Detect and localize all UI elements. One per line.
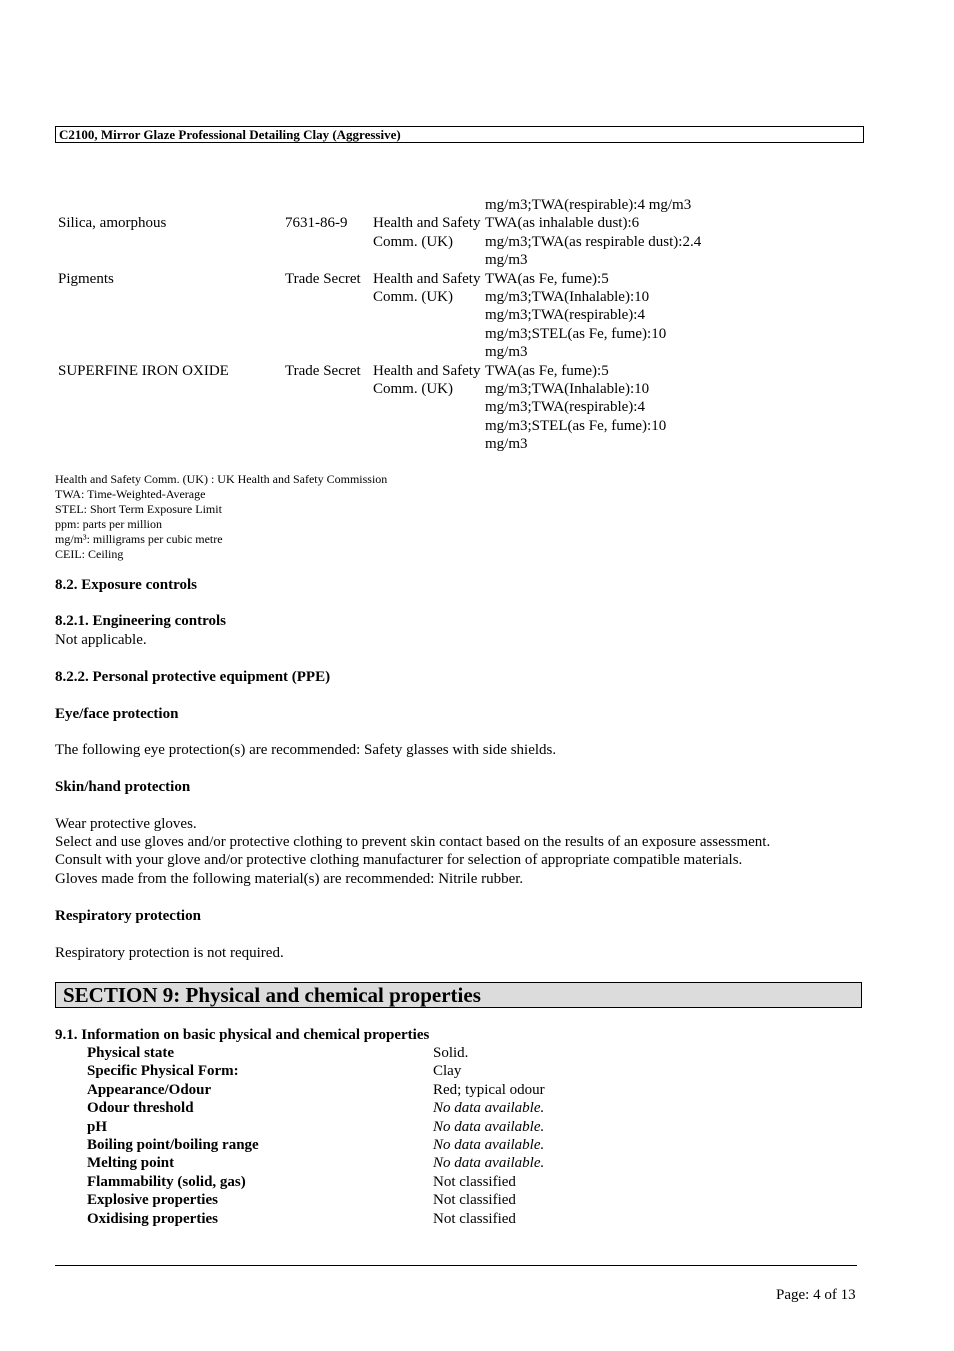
page-number: Page: 4 of 13: [776, 1287, 856, 1303]
footer-divider: [55, 1265, 857, 1266]
property-value: No data available.: [433, 1100, 545, 1117]
property-label: Physical state: [87, 1045, 175, 1061]
skin-protection-line: Gloves made from the following material(s) are recommended: Nitrile rubber.: [55, 871, 524, 887]
property-value: Not classified: [433, 1210, 516, 1227]
abbreviation-item: STEL: Short Term Exposure Limit: [55, 501, 222, 516]
agency-cell: Health and Safety Comm. (UK): [373, 270, 481, 306]
properties-list: [87, 1044, 587, 1228]
property-row: [87, 1118, 587, 1136]
limit-cell: TWA(as inhalable dust):6 mg/m3;TWA(as respirable dust):2.4 mg/m3: [485, 215, 702, 269]
property-label: Specific Physical Form:: [87, 1063, 239, 1080]
cas-cell: Trade Secret: [285, 362, 361, 379]
limit-cell: TWA(as Fe, fume):5 mg/m3;TWA(Inhalable):10 mg/m3;TWA(respirable):4 mg/m3;STEL(as Fe, fume):10 mg/m3: [485, 362, 667, 453]
table-row: [58, 362, 738, 454]
skin-protection-line: Consult with your glove and/or protective clothing manufacturer for selection of appropriate compatible materials.: [55, 852, 743, 868]
property-row: [87, 1099, 587, 1117]
limit-cell: mg/m3;TWA(respirable):4 mg/m3: [485, 197, 692, 213]
property-value: No data available.: [433, 1118, 545, 1135]
exposure-controls-heading: 8.2. Exposure controls: [55, 577, 197, 593]
property-value: Not classified: [433, 1173, 516, 1190]
eye-protection-text: The following eye protection(s) are recommended: Safety glasses with side shields.: [55, 742, 557, 758]
document-header-title: C2100, Mirror Glaze Professional Detailing Clay (Aggressive): [55, 126, 864, 143]
exposure-limits-table: [58, 196, 738, 454]
cas-cell: Trade Secret: [285, 270, 361, 287]
engineering-controls-heading: 8.2.1. Engineering controls: [55, 613, 226, 629]
skin-protection-line: Wear protective gloves.: [55, 816, 197, 832]
property-label: Oxidising properties: [87, 1210, 218, 1227]
property-row: [87, 1173, 587, 1191]
eye-protection-heading: Eye/face protection: [55, 706, 179, 722]
abbreviation-item: CEIL: Ceiling: [55, 546, 124, 561]
property-label: pH: [87, 1118, 108, 1135]
property-value: Red; typical odour: [433, 1081, 545, 1098]
property-row: [87, 1210, 587, 1228]
abbreviation-item: mg/m³: milligrams per cubic metre: [55, 531, 223, 546]
property-label: Odour threshold: [87, 1100, 194, 1117]
table-row: [58, 270, 738, 362]
abbreviation-item: ppm: parts per million: [55, 516, 162, 531]
property-value: Not classified: [433, 1192, 516, 1209]
property-label: Boiling point/boiling range: [87, 1136, 259, 1153]
property-row: [87, 1154, 587, 1172]
property-value: Solid.: [433, 1045, 469, 1061]
abbreviation-item: TWA: Time-Weighted-Average: [55, 486, 206, 501]
ingredient-cell: Silica, amorphous: [58, 215, 167, 232]
property-value: No data available.: [433, 1155, 545, 1172]
skin-protection-line: Select and use gloves and/or protective clothing to prevent skin contact based on the results of an exposure assessment.: [55, 834, 771, 850]
table-row: [58, 196, 738, 214]
property-row: [87, 1044, 587, 1062]
basic-properties-heading: 9.1. Information on basic physical and chemical properties: [55, 1027, 430, 1043]
property-row: [87, 1062, 587, 1080]
property-row: [87, 1081, 587, 1099]
respiratory-protection-text: Respiratory protection is not required.: [55, 945, 284, 961]
respiratory-protection-heading: Respiratory protection: [55, 908, 201, 924]
property-value: Clay: [433, 1063, 462, 1080]
property-label: Explosive properties: [87, 1192, 218, 1209]
ingredient-cell: SUPERFINE IRON OXIDE: [58, 362, 229, 379]
agency-cell: Health and Safety Comm. (UK): [373, 215, 481, 250]
agency-cell: Health and Safety Comm. (UK): [373, 362, 481, 398]
property-label: Melting point: [87, 1155, 175, 1172]
section-9-title: SECTION 9: Physical and chemical properties: [55, 982, 862, 1008]
property-value: No data available.: [433, 1136, 545, 1153]
engineering-controls-text: Not applicable.: [55, 632, 147, 648]
table-row: [58, 214, 738, 269]
limit-cell: TWA(as Fe, fume):5 mg/m3;TWA(Inhalable):10 mg/m3;TWA(respirable):4 mg/m3;STEL(as Fe, fume):10 mg/m3: [485, 270, 667, 361]
ingredient-cell: Pigments: [58, 270, 114, 287]
abbreviation-item: Health and Safety Comm. (UK) : UK Health and Safety Commission: [55, 472, 388, 486]
ppe-heading: 8.2.2. Personal protective equipment (PPE): [55, 669, 331, 685]
abbreviation-legend: [55, 472, 387, 561]
skin-protection-heading: Skin/hand protection: [55, 779, 191, 795]
cas-cell: 7631-86-9: [285, 215, 348, 232]
property-label: Flammability (solid, gas): [87, 1173, 246, 1190]
property-row: [87, 1136, 587, 1154]
property-row: [87, 1191, 587, 1209]
property-label: Appearance/Odour: [87, 1081, 212, 1098]
